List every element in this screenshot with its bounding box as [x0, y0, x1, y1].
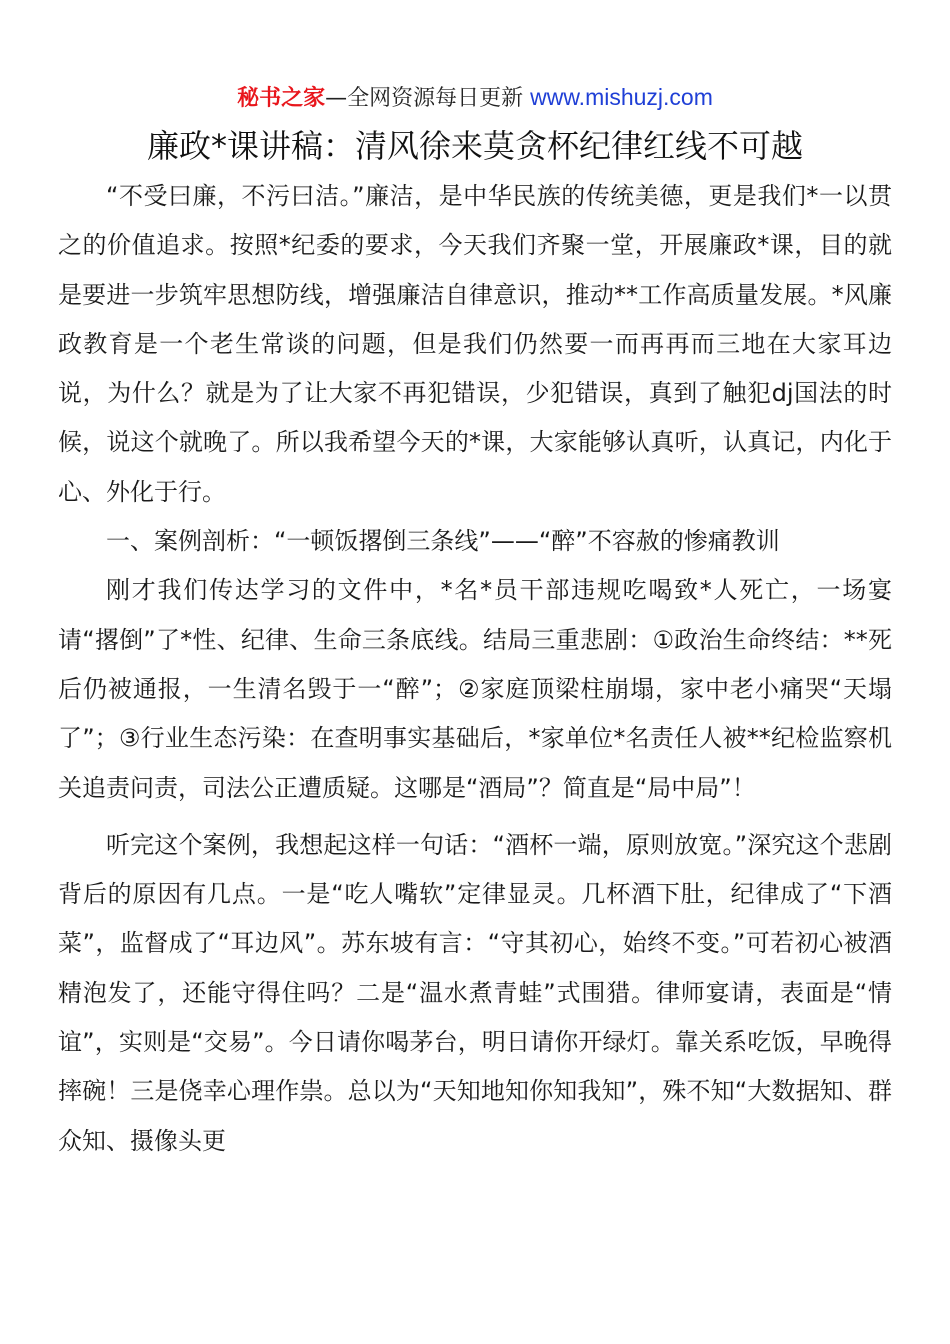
section-heading: 一、案例剖析：“一顿饭撂倒三条线”——“醉”不容赦的惨痛教训 — [106, 527, 780, 556]
site-url-link[interactable]: www.mishuzj.com — [530, 84, 713, 110]
paragraph-intro: “不受曰廉，不污曰洁。”廉洁，是中华民族的传统美德，更是我们*一以贯之的价值追求。按照*纪委的要求，今天我们齐聚一堂，开展廉政*课，目的就是要进一步筑牢思想防线，增强廉洁自律意识，推动**工作高质量发展。*风廉政教育是一个老生常谈的问题，但是我们仍然要一而再再而三地在大家耳边说，为什么？就是为了让大家不再犯错误，少犯错误，真到了触犯dj国法的时候，说这个就晚了。所以我希望今天的*课，大家能够认真听，认真记，内化于心、外化于行。 — [58, 182, 892, 506]
site-header — [0, 80, 950, 116]
document-title: 廉政*课讲稿：清风徐来莫贪杯纪律红线不可越 — [146, 127, 803, 165]
brand-name: 秘书之家 — [237, 86, 326, 111]
paragraph-case: 刚才我们传达学习的文件中，*名*员干部违规吃喝致*人死亡，一场宴请“撂倒”了*性、纪律、生命三条底线。结局三重悲剧：①政治生命终结：**死后仍被通报，一生清名毁于一“醉”；②家庭顶梁柱崩塌，家中老小痛哭“天塌了”；③行业生态污染：在查明事实基础后，*家单位*名责任人被**纪检监察机关追责问责，司法公正遭质疑。这哪是“酒局”？简直是“局中局”！ — [58, 576, 892, 802]
document-body — [58, 172, 892, 1166]
header-tagline: —全网资源每日更新 — [325, 86, 524, 111]
paragraph-analysis: 听完这个案例，我想起这样一句话：“酒杯一端，原则放宽。”深究这个悲剧背后的原因有几点。一是“吃人嘴软”定律显灵。几杯酒下肚，纪律成了“下酒菜”，监督成了“耳边风”。苏东坡有言：“守其初心，始终不变。”可若初心被酒精泡发了，还能守得住吗？二是“温水煮青蛙”式围猎。律师宴请，表面是“情谊”，实则是“交易”。今日请你喝茅台，明日请你开绿灯。靠关系吃饭，早晚得摔碗！三是侥幸心理作祟。总以为“天知地知你知我知”，殊不知“大数据知、群众知、摄像头更 — [58, 830, 892, 1155]
